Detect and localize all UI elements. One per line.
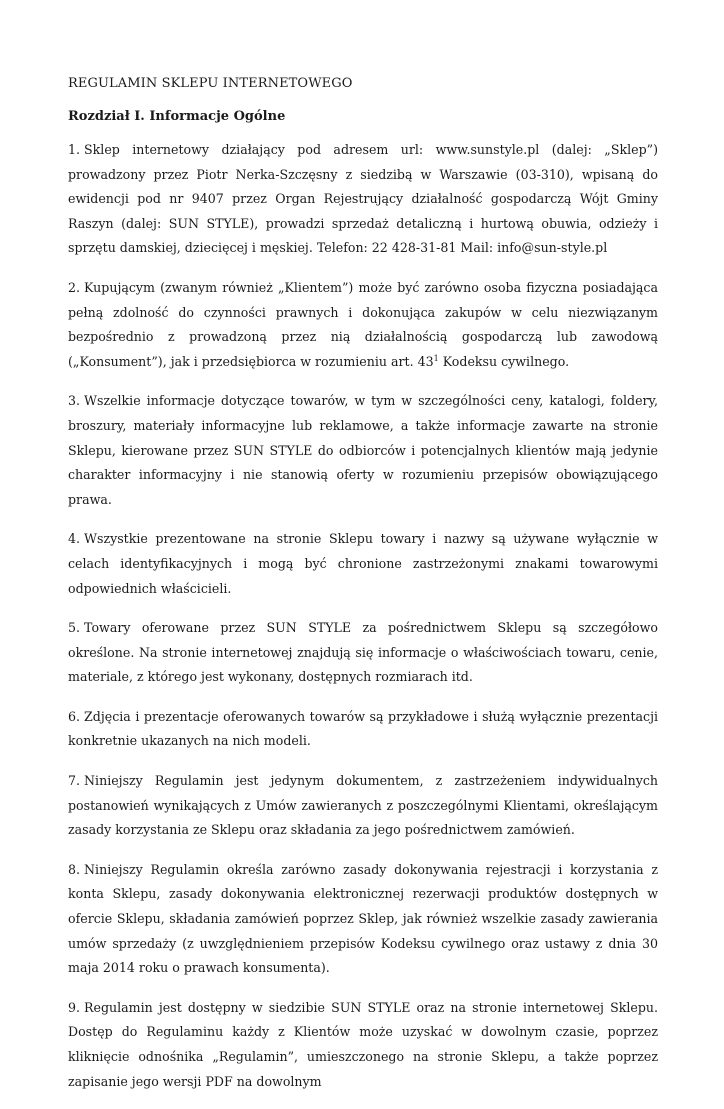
paragraph-text: Towary oferowane przez SUN STYLE za pośrednictwem Sklepu są szczegółowo określone. Na stronie internetowej znajdują się informacje o właściwościach towaru, cenie, materiale, z którego jest wykonany, dostępnych rozmiarach itd.: [68, 620, 658, 685]
paragraph-number: 7.: [68, 773, 81, 789]
paragraph-6: [68, 705, 658, 754]
paragraph-number: 5.: [68, 620, 81, 636]
paragraph-text: Niniejszy Regulamin określa zarówno zasady dokonywania rejestracji i korzystania z konta Sklepu, zasady dokonywania elektronicznej rezerwacji produktów dostępnych w ofercie Sklepu, składania zamówień poprzez Sklep, jak również wszelkie zasady zawierania umów sprzedaży (z uwzględnieniem przepisów Kodeksu cywilnego oraz ustawy z dnia 30 maja 2014 roku o prawach konsumenta).: [68, 861, 658, 976]
paragraph-text: Wszelkie informacje dotyczące towarów, w tym w szczególności ceny, katalogi, foldery, broszury, materiały informacyjne lub reklamowe, a także informacje zawarte na stronie Sklepu, kierowane przez SUN STYLE do odbiorców i potencjalnych klientów mają jedynie charakter informacyjny i nie stanowią oferty w rozumieniu przepisów obowiązującego prawa.: [68, 393, 658, 507]
paragraph-number: 4.: [68, 531, 81, 547]
paragraph-number: 3.: [68, 393, 81, 409]
document-page: [68, 74, 658, 1109]
paragraph-text: Niniejszy Regulamin jest jedynym dokumentem, z zastrzeżeniem indywidualnych postanowień wynikających z Umów zawieranych z poszczególnymi Klientami, określającym zasady korzystania ze Sklepu oraz składania za jego pośrednictwem zamówień.: [68, 773, 658, 838]
paragraph-number: 6.: [68, 708, 81, 724]
paragraph-9: [68, 996, 658, 1094]
paragraph-3: [68, 389, 658, 512]
document-title: REGULAMIN SKLEPU INTERNETOWEGO: [68, 76, 353, 91]
paragraph-1: [68, 138, 658, 261]
paragraph-text: Wszystkie prezentowane na stronie Sklepu towary i nazwy są używane wyłącznie w celach identyfikacyjnych i mogą być chronione zastrzeżonymi znakami towarowymi odpowiednich właścicieli.: [68, 531, 658, 596]
paragraph-text-end: Kodeksu cywilnego.: [438, 353, 570, 369]
superscript-one: 1: [433, 353, 439, 363]
paragraph-text: Regulamin jest dostępny w siedzibie SUN STYLE oraz na stronie internetowej Sklepu. Dostęp do Regulaminu każdy z Klientów może uzyskać w dowolnym czasie, poprzez kliknięcie odnośnika „Regulamin”, umieszczonego na stronie Sklepu, a także poprzez zapisanie jego wersji PDF na dowolnym: [68, 999, 658, 1089]
chapter-title: Rozdział I. Informacje Ogólne: [68, 109, 286, 124]
paragraph-number: 2.: [68, 279, 81, 295]
paragraph-number: 1.: [68, 142, 81, 157]
paragraph-text: Kupującym (zwanym również „Klientem”) może być zarówno osoba fizyczna posiadająca pełną zdolność do czynności prawnych i dokonująca zakupów w celu niezwiązanym bezpośrednio z prowadzoną przez nią działalnością gospodarczą lub zawodową („Konsument”), jak i przedsiębiorca w rozumieniu art. 43: [68, 279, 658, 369]
paragraph-text: Zdjęcia i prezentacje oferowanych towarów są przykładowe i służą wyłącznie prezentacji konkretnie ukazanych na nich modeli.: [68, 708, 658, 749]
paragraph-text: Sklep internetowy działający pod adresem url: www.sunstyle.pl (dalej: „Sklep”) prowadzony przez Piotr Nerka-Szczęsny z siedzibą w Warszawie (03-310), wpisaną do ewidencji pod nr 9407 przez Organ Rejestrujący działalność gospodarczą Wójt Gminy Raszyn (dalej: SUN STYLE), prowadzi sprzedaż detaliczną i hurtową obuwia, odzieży i sprzętu damskiej, dziecięcej i męskiej. Telefon: 22 428-31-81 Mail: info@sun-style.pl: [68, 142, 658, 256]
paragraph-8: [68, 858, 658, 981]
paragraph-2: [68, 276, 658, 374]
paragraph-4: [68, 527, 658, 601]
paragraph-5: [68, 616, 658, 690]
paragraph-number: 9.: [68, 999, 81, 1015]
paragraph-7: [68, 769, 658, 843]
paragraph-number: 8.: [68, 861, 81, 877]
